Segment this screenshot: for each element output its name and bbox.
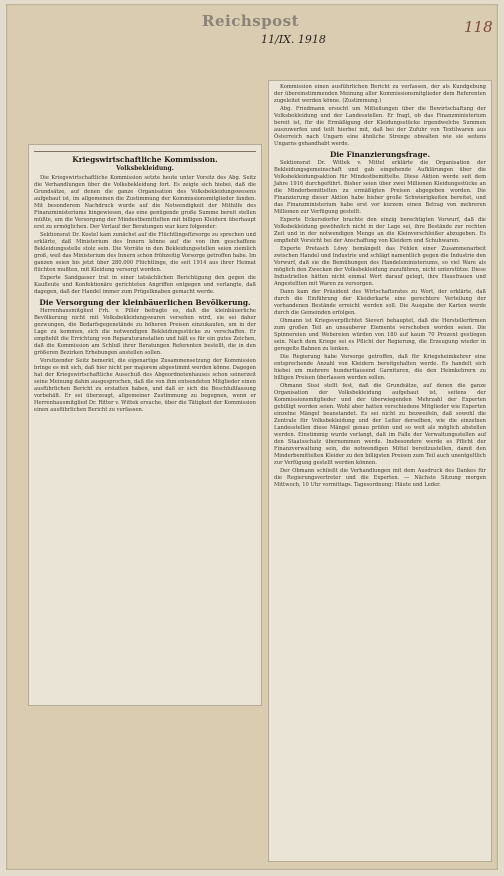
paragraph: Herrenhausmitglied Frh. v. Pillér befragte es, daß die kleinbäuerliche Bevölkerung nicht mit Volksbekleidungswaren versehen wird, sie sei daher gezwungen, die Bedarfsgegenstände zu höheren Preisen einzukaufen, um in der Lage zu kommen, sich die notwendigen Bekleidungsstücke zu verschaffen. Er empfiehlt die Errichtung von Reparaturanstalten und hält es für ein gutes Zeichen, daß die Kommission am Schluß ihrer Beratungen Referenten bestellt, die in den größeren Bezirken Erhebungen anstellen sollen. (34, 308, 256, 356)
paragraph: Die Regierung habe Vorsorge getroffen, daß für Kriegsheimkehrer eine entsprechende Anzahl von Kleidern bereitgehalten werde. Es handelt sich hiebei um mehrere hunderttausend Garnituren, die den Heimkehrern zu billigen Preisen überlassen werden sollen. (274, 354, 486, 381)
paragraph: Experte Sandgasser trat in einer tatsächlichen Berichtigung den gegen die Kaufleute und Konfektionäre gerichteten Angriffen entgegen und verlangte, daß dagegen, daß der Handel immer zum Prügelknaben gemacht werde. (34, 275, 256, 295)
paragraph: Dann kam der Präsident des Wirtschaftsrates zu Wort, der erklärte, daß durch die Einführung der Kleiderkarte eine gerechtere Verteilung der vorhandenen Bestände erreicht werden soll. Die Ausgabe der Karten werde durch die Gemeinden erfolgen. (274, 289, 486, 316)
paragraph: Die Kriegswirtschaftliche Kommission setzte heute unter Vorsitz des Abg. Seitz die Verhandlungen über die Volksbekleidung fort. Es zeigte sich hiebei, daß die Grundsätze, auf denen die ganze Organisation des Volksbekleidungswesens aufgebaut ist, im allgemeinen die Zustimmung der Kommissionsmitglieder fanden. Mit besonderem Nachdruck wurde auf die Notwendigkeit der Mithilfe des Finanzministeriums hingewiesen, das eine genügende große Summe bereit stellen müßte, um die Versorgung der Mindestbemittelten mit billigen Kleidern überhaupt erst zu ermöglichen. Der Verlauf der Beratungen war kurz folgender: (34, 175, 256, 230)
paragraph: Kommission einen ausführlichen Bericht zu verfassen, der als Kundgebung der übereinstimmenden Meinung aller Kommissionsmitglieder dem Referenten zugeleitet werden könne. (Zustimmung.) (274, 84, 486, 104)
archive-sheet (6, 4, 498, 870)
section-heading: Die Finanzierungsfrage. (329, 150, 431, 159)
paragraph: Experte Pretasch Löwy bemängelt das Fehlen einer Zusammenarbeit zwischen Handel und Industrie und schlägt namentlich gegen die Industrie den Vorwurf, daß sie die Bemühungen des Handelsministeriums, so viel Ware als möglich den Zwecken der Volksbekleidung zuzuführen, nicht unterstütze. Diese Industriellen hätten nicht einmal Wert darauf gelegt, ihre Hausfrauen und Angestellten mit Waren zu versorgen. (274, 246, 486, 287)
article-subheading: Volksbekleidung. (116, 165, 174, 172)
paragraph: Ohmann Sissi stellt fest, daß die Grundsätze, auf denen die ganze Organisation der Volksbekleidung aufgebaut ist, seitens der Kommissionsmitglieder und der überwiegenden Mehrzahl der Experten gebilligt worden seien. Wohl aber hatten verschiedene Mitglieder wie Experten einzelne Mängel beanstandet. Es sei nicht zu bezweifeln, daß sowohl die Zentrale für Volksbekleidung und der Leiter derselben, wie die einzelnen Landesstellen diese Mängel genau prüfen und so weit als möglich abstellen werden. Einstimmig wurde verlangt, daß im Falle der Verwaltungsstellen auf den Staatsschatz übernommen werde. Insbesondere werde es Pflicht der Finanzverwaltung sein, die notwendigen Mittel bereitzustellen, damit den Minderbemittelten Kleider zu den billigsten Preisen zum Teil auch unentgeltlich zur Verfügung gestellt werden können. (274, 383, 486, 466)
clipping-right (268, 80, 492, 862)
paragraph: Vorsitzender Seitz bemerkt, die eigenartige Zusammensetzung der Kommission bringe es mit sich, daß hier nicht per majorem abgestimmt werden könne. Dagegen hat der Kriegswirtschaftliche Ausschuß des Abgeordnetenhauses schon seinerzeit seine Meinung dahin ausgesprochen, daß die von ihm entsendeten Mitglieder einen ausführlichen Bericht zu erstatten haben, und daß er sich die Beschlußfassung vorbehält. Er sei überzeugt, allgemeiner Zustimmung zu begegnen, wenn er Herrenhausmitglied Dr. Ritter v. Wittek ersuche, über die Tätigkeit der Kommission einen ausführlichen Bericht zu verfassen. (34, 358, 256, 413)
paragraph: Der Obmann schließt die Verhandlungen mit dem Ausdruck des Dankes für die Regierungsvertreter und die Experten. — Nächste Sitzung morgen Mittwoch, 10 Uhr vormittags. Tagesordnung: Häute und Leder. (274, 468, 486, 488)
newspaper-masthead: Reichspost (202, 12, 300, 30)
paragraph: Sektionsrat Dr. Wittek v. Mittel erklärte die Organisation der Bekleidungsgemeinschaft und gab eingehende Aufklärungen über die Volksbekleidungsaktion für Mindestbemittelte. Diese Aktion werde seit dem Jahre 1916 durchgeführt. Bisher seien über zwei Millionen Kleidungsstücke an die Minderbemittelten zu ermäßigten Preisen abgegeben worden. Die Finanzierung dieser Aktion habe bisher große Schwierigkeiten bereitet, und das Finanzministerium habe erst vor kurzem einen Betrag von mehreren Millionen zur Verfügung gestellt. (274, 160, 486, 215)
left-column (29, 145, 261, 418)
article-heading: Kriegswirtschaftliche Kommission. (72, 155, 218, 164)
clipping-left (28, 144, 262, 706)
paragraph: Sektionsrat Dr. Kostel kam zunächst auf die Flüchtlingsfürsorge zu sprechen und erklärte, daß Ministerium des Innern könne auf die von ihm geschaffene Bekleidungsstelle stolz sein. Die Vorräte in den Bekleidungsstellen seien ziemlich groß, weil das Ministerium des Innern schon frühzeitig Vorsorge getroffen habe. Im ganzen seien bis jetzt über 280.000 Flüchtlinge, die seit 1914 aus ihrer Heimat flüchten mußten, mit Kleidung versorgt worden. (34, 232, 256, 273)
right-column (269, 81, 491, 493)
paragraph: Ohmann ist Kriegsverpflichtet Sieveri behauptet, daß die Herstellerfirmen zum großen Teil an unsauberer Elemente verschoben worden seien. Die Spinnereien und Webereien würden von 180 auf kaum 70 Prozent gestiegen sein. Nach dem Kriege sei es Pflicht der Regierung, die Erzeugung wieder in geregelte Bahnen zu lenken. (274, 318, 486, 352)
paragraph: Experte Eckersdorfer brachte den einzig berechtigten Vorwurf, daß die Volksbekleidung gewöhnlich nicht in der Lage sei, ihre Bestände zur rechten Zeit und in der notwendigen Menge an die Kleinverschleißer abzugeben. Es empfiehlt Vorsicht bei der Anschaffung von Kleidern und Schuhwaren. (274, 217, 486, 244)
handwritten-number: 118 (464, 18, 493, 36)
paragraph: Abg. Friedmann ersucht um Mitteilungen über die Bewirtschaftung der Volksbekleidung und der Landesstellen. Er fragt, ob das Finanzministerium bereit ist, für die Ermäßigung der Kleidungsstücke irgendwelche Summen auszuwerfen und teilt hierbei mit, daß bei der Zufuhr von Textilwaren aus Österreich nach Ungarn eine ähnliche Strenge obwalten wie sie seitens Ungarns gehandhabt werde. (274, 106, 486, 147)
top-rule (34, 151, 256, 152)
handwritten-date: 11/IX. 1918 (261, 33, 326, 46)
section-heading: Die Versorgung der kleinbäuerlichen Bevölkerung. (39, 298, 251, 307)
